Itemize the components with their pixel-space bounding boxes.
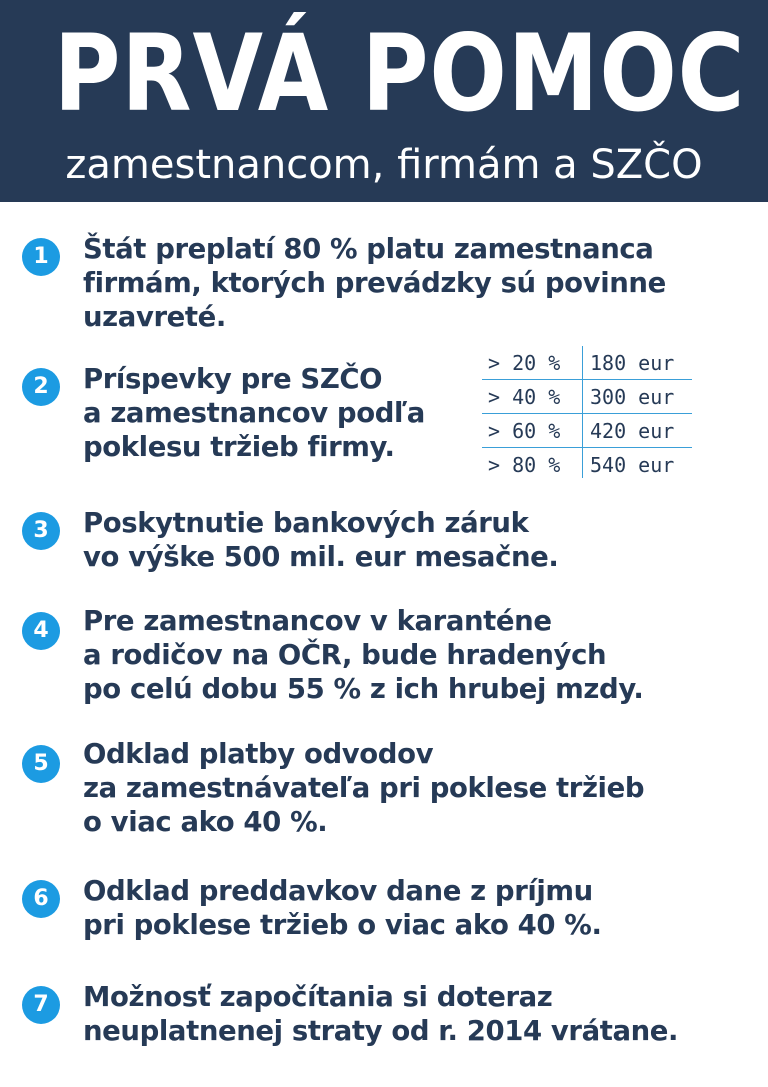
number-badge: 3: [22, 512, 60, 550]
number-badge: 5: [22, 745, 60, 783]
number-badge: 2: [22, 368, 60, 406]
contribution-table: [482, 346, 692, 481]
amount-cell: 540 eur: [590, 453, 675, 477]
number-badge: 6: [22, 880, 60, 918]
number-badge: 4: [22, 612, 60, 650]
table-row: [482, 380, 692, 414]
item-text: Poskytnutie bankových záruk vo výške 500 mil. eur mesačne.: [83, 507, 559, 573]
decline-cell: > 60 %: [488, 419, 561, 443]
item-text: Príspevky pre SZČO a zamestnancov podľa poklesu tržieb firmy.: [83, 363, 425, 463]
item-text: Pre zamestnancov v karanténe a rodičov na OČR, bude hradených po celú dobu 55 % z ich hrubej mzdy.: [83, 605, 644, 705]
page-subtitle: zamestnancom, firmám a SZČO: [65, 142, 703, 188]
table-row: [482, 414, 692, 448]
amount-cell: 180 eur: [590, 351, 675, 375]
header-banner: [0, 0, 768, 202]
item-text: Odklad platby odvodov za zamestnávateľa pri poklese tržieb o viac ako 40 %.: [83, 738, 645, 838]
item-text: Možnosť započítania si doteraz neuplatnenej straty od r. 2014 vrátane.: [83, 981, 679, 1047]
page-title: PRVÁ POMOC: [53, 12, 746, 135]
table-row: [482, 448, 692, 481]
number-badge: 7: [22, 986, 60, 1024]
item-text: Štát preplatí 80 % platu zamestnanca firmám, ktorých prevádzky sú povinne uzavreté.: [83, 233, 666, 333]
decline-cell: > 20 %: [488, 351, 561, 375]
decline-cell: > 40 %: [488, 385, 561, 409]
number-badge: 1: [22, 238, 60, 276]
table-row: [482, 346, 692, 380]
item-text: Odklad preddavkov dane z príjmu pri poklese tržieb o viac ako 40 %.: [83, 875, 602, 941]
amount-cell: 300 eur: [590, 385, 675, 409]
decline-cell: > 80 %: [488, 453, 561, 477]
amount-cell: 420 eur: [590, 419, 675, 443]
